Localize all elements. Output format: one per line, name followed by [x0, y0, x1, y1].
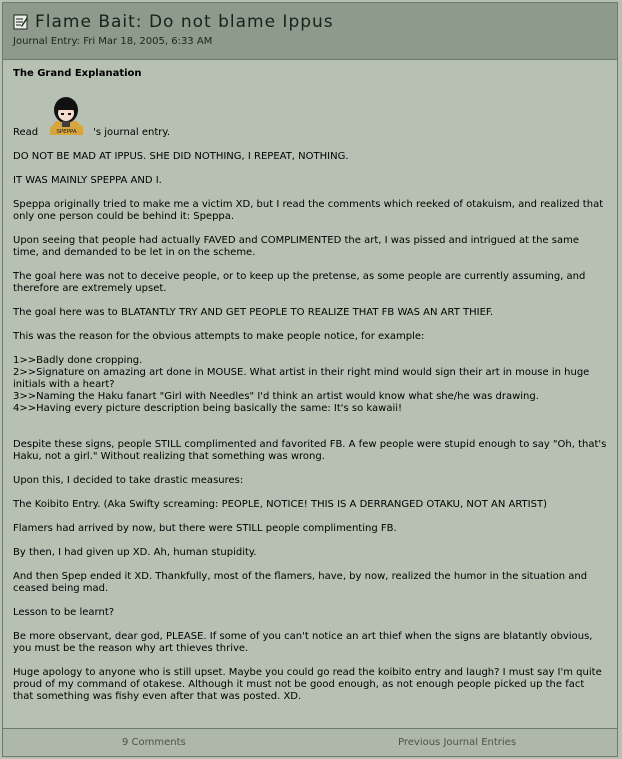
avatar[interactable] [41, 93, 91, 139]
list-item: 2>>Signature on amazing art done in MOUSE. What artist in their right mind would sign their art in mouse in huge initials with a heart? [13, 367, 590, 390]
paragraph: The Koibito Entry. (Aka Swifty screaming: PEOPLE, NOTICE! THIS IS A DERRANGED OTAKU, NOT AN ARTIST) [13, 499, 547, 510]
comments-link[interactable]: 9 Comments [122, 737, 186, 748]
example-list [13, 355, 607, 415]
paragraph: Upon this, I decided to take drastic measures: [13, 475, 244, 486]
paragraph: Be more observant, dear god, PLEASE. If some of you can't notice an art thief when the signs are blatantly obvious, you must be the reason why art thieves thrive. [13, 631, 593, 654]
journal-edit-icon [13, 14, 29, 30]
paragraph: Speppa originally tried to make me a victim XD, but I read the comments which reeked of otakuism, and realized that only one person could be behind it: Speppa. [13, 199, 604, 222]
spacer [13, 415, 607, 427]
paragraph: And then Spep ended it XD. Thankfully, most of the flamers, have, by now, realized the humor in the situation and ceased being mad. [13, 571, 588, 594]
journal-footer [3, 728, 617, 756]
paragraph: By then, I had given up XD. Ah, human stupidity. [13, 547, 257, 558]
list-item: 4>>Having every picture description being basically the same: It's so kawaii! [13, 403, 403, 414]
journal-body [13, 68, 607, 715]
page-title: Flame Bait: Do not blame Ippus [35, 12, 334, 32]
paragraph: The goal here was not to deceive people, or to keep up the pretense, as some people are currently assuming, and therefore are extremely upset. [13, 271, 586, 294]
read-line [13, 91, 607, 139]
paragraph: IT WAS MAINLY SPEPPA AND I. [13, 175, 162, 186]
previous-entries-link[interactable]: Previous Journal Entries [398, 737, 517, 748]
paragraph: Flamers had arrived by now, but there were STILL people complimenting FB. [13, 523, 397, 534]
paragraph: The goal here was to BLATANTLY TRY AND GET PEOPLE TO REALIZE THAT FB WAS AN ART THIEF. [13, 307, 494, 318]
journal-panel [2, 2, 618, 757]
avatar-image [41, 93, 91, 139]
paragraph: Lesson to be learnt? [13, 607, 115, 618]
read-suffix: 's journal entry. [93, 127, 171, 138]
title-row [13, 12, 334, 32]
paragraph: Upon seeing that people had actually FAVED and COMPLIMENTED the art, I was pissed and intrigued at the same time, and demanded to be let in on the scheme. [13, 235, 579, 258]
list-item: 3>>Naming the Haku fanart "Girl with Needles" I'd think an artist would know what she/he was drawing. [13, 391, 539, 402]
list-item: 1>>Badly done cropping. [13, 355, 143, 366]
avatar-label: SPEPPA [56, 129, 77, 135]
spacer [13, 427, 607, 439]
paragraph: This was the reason for the obvious attempts to make people notice, for example: [13, 331, 425, 342]
paragraph: Huge apology to anyone who is still upset. Maybe you could go read the koibito entry and laugh? I must say I'm quite proud of my command of otakese. Although it must not be good enough, as not enough people picked up the fact that something was fishy even after that was posted. XD. [13, 667, 602, 702]
paragraph: DO NOT BE MAD AT IPPUS. SHE DID NOTHING, I REPEAT, NOTHING. [13, 151, 349, 162]
section-heading: The Grand Explanation [13, 68, 142, 79]
journal-header [3, 3, 617, 60]
entry-date: Journal Entry: Fri Mar 18, 2005, 6:33 AM [13, 36, 213, 47]
paragraph: Despite these signs, people STILL complimented and favorited FB. A few people were stupid enough to say "Oh, that's Haku, not a girl." Without realizing that something was wrong. [13, 439, 607, 462]
read-prefix: Read [13, 127, 39, 138]
